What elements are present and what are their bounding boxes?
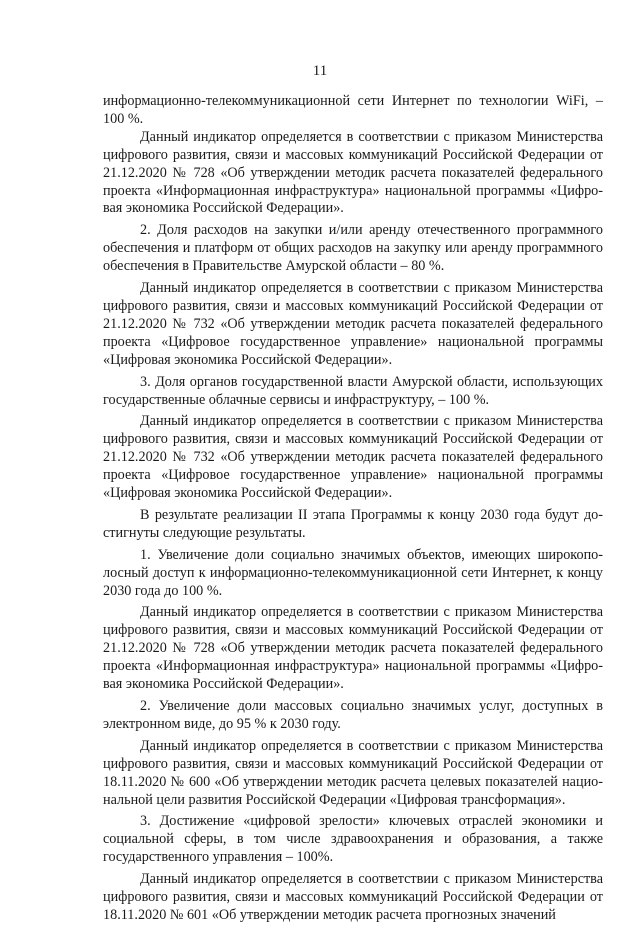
paragraph-8: 1. Увеличение доли социально значимых объектов, имеющих широкополосный доступ к информационно-телекоммуникационной сети Интернет, к концу 2030 года до 100 %.: [103, 546, 603, 599]
paragraph-2: Данный индикатор определяется в соответствии с приказом Министерства цифрового развития, связи и массовых коммуникаций Российской Федерации от 21.12.2020 № 728 «Об утверждении методик расчета показателей федерального проекта «Информационная инфраструктура» национальной программы «Цифровая экономика Российской Федерации».: [103, 128, 603, 217]
paragraph-6: Данный индикатор определяется в соответствии с приказом Министерства цифрового развития, связи и массовых коммуникаций Российской Федерации от 21.12.2020 № 732 «Об утверждении методик расчета показателей федерального проекта «Цифровое государственное управление» национальной программы «Цифровая экономика Российской Федерации».: [103, 413, 603, 502]
paragraph-9: Данный индикатор определяется в соответствии с приказом Министерства цифрового развития, связи и массовых коммуникаций Российской Федерации от 21.12.2020 № 728 «Об утверждении методик расчета показателей федерального проекта «Информационная инфраструктура» национальной программы «Цифровая экономика Российской Федерации».: [103, 604, 603, 693]
paragraph-13: Данный индикатор определяется в соответствии с приказом Министерства цифрового развития, связи и массовых коммуникаций Российской Федерации от 18.11.2020 № 601 «Об утверждении методик расчета прогнозных значений: [103, 871, 603, 923]
paragraph-7: В результате реализации II этапа Программы к концу 2030 года будут достигнуты следующие результаты.: [103, 506, 603, 541]
paragraph-5: 3. Доля органов государственной власти Амурской области, использующих государственные облачные сервисы и инфраструктуру, – 100 %.: [103, 373, 603, 408]
body-text: [103, 93, 603, 925]
paragraph-4: Данный индикатор определяется в соответствии с приказом Министерства цифрового развития, связи и массовых коммуникаций Российской Федерации от 21.12.2020 № 732 «Об утверждении методик расчета показателей федерального проекта «Цифровое государственное управление» национальной программы «Цифровая экономика Российской Федерации».: [103, 280, 603, 368]
paragraph-11: Данный индикатор определяется в соответствии с приказом Министерства цифрового развития, связи и массовых коммуникаций Российской Федерации от 18.11.2020 № 600 «Об утверждении методик расчета целевых показателей национальной цели развития Российской Федерации «Цифровая трансформация».: [103, 737, 603, 808]
paragraph-10: 2. Увеличение доли массовых социально значимых услуг, доступных в электронном виде, до 95 % к 2030 году.: [103, 698, 603, 732]
paragraph-12: 3. Достижение «цифровой зрелости» ключевых отраслей экономики и социальной сферы, в том числе здравоохранения и образования, а также государственного управления – 100%.: [103, 813, 603, 866]
paragraph-3: 2. Доля расходов на закупки и/или аренду отечественного программного обеспечения и платформ от общих расходов на закупку или аренду программного обеспечения в Правительстве Амурской области – 80 %.: [103, 222, 603, 275]
paragraph-1: информационно-телекоммуникационной сети Интернет по технологии WiFi, – 100 %.: [103, 93, 603, 127]
page-number: 11: [312, 63, 328, 79]
